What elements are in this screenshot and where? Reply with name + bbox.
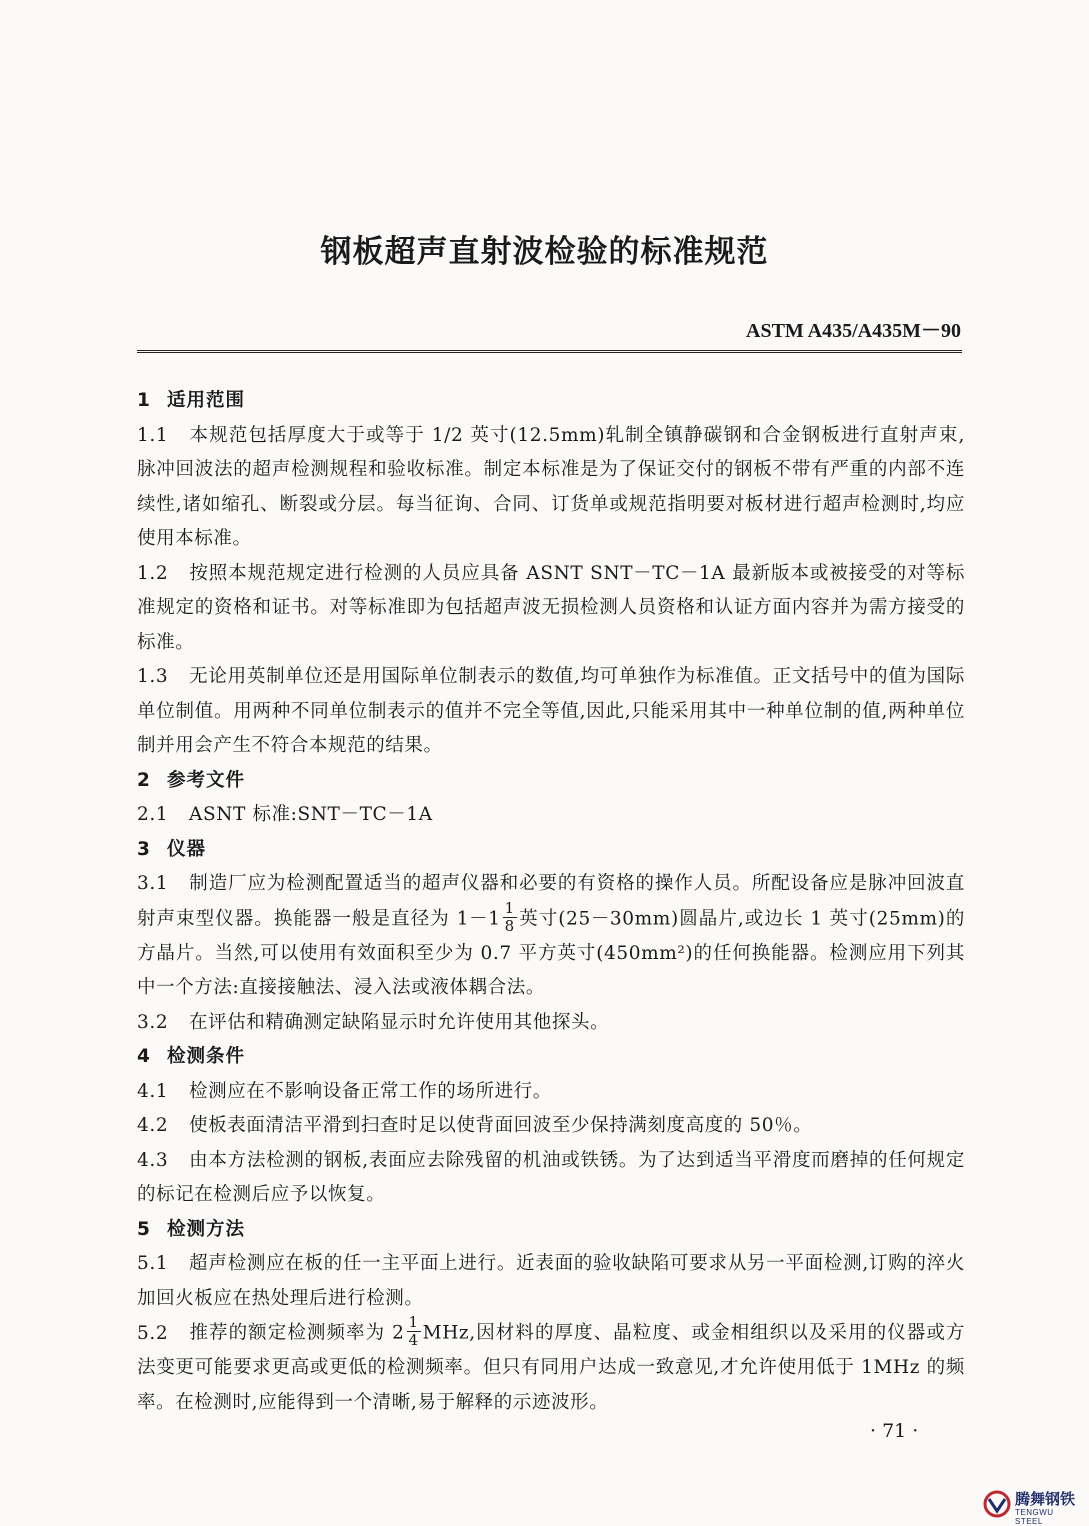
fraction-one-eighth — [503, 900, 517, 935]
header-rule — [137, 350, 962, 353]
clause-text-continued: 英寸(25－30mm)圆晶片,或边长 1 英寸(25mm)的方晶片。当然,可以使用有效面积至少为 0.7 平方英寸(450mm²)的任何换能器。检测应用下列其中一个方法:直接接触法、浸入法或液体耦合法。 — [137, 908, 965, 998]
clause-text: 制造厂应为检测配置适当的超声仪器和必要的有资格的操作人员。所配设备应是脉冲回波直射声束型仪器。换能器一般是直径为 1－1 — [137, 873, 965, 929]
section-title: 检测条件 — [167, 1046, 246, 1067]
clause-number: 5.2 — [137, 1322, 169, 1344]
clause-text: 无论用英制单位还是用国际单位制表示的数值,均可单独作为标准值。正文括号中的值为国际单位制值。用两种不同单位制表示的值并不完全等值,因此,只能采用其中一种单位制的值,两种单位制并用会产生不符合本规范的结果。 — [137, 666, 965, 756]
section-heading-5 — [137, 1213, 965, 1248]
clause-text-continued: MHz,因材料的厚度、晶粒度、或金相组织以及采用的仪器或方法变更可能要求更高或更低的检测频率。但只有同用户达成一致意见,才允许使用低于 1MHz 的频率。在检测时,应能得到一个清晰,易于解释的示迹波形。 — [137, 1322, 966, 1413]
fraction-one-quarter — [407, 1314, 421, 1349]
clause-number: 1.1 — [137, 424, 169, 446]
clause-2-1 — [137, 798, 965, 833]
section-number: 2 — [137, 769, 151, 791]
clause-1-2 — [137, 557, 965, 661]
section-heading-1 — [137, 384, 965, 419]
clause-5-1 — [137, 1247, 965, 1316]
clause-text: 在评估和精确测定缺陷显示时允许使用其他探头。 — [189, 1011, 610, 1033]
clause-number: 4.1 — [137, 1080, 169, 1102]
clause-number: 4.3 — [137, 1149, 169, 1171]
tengwu-logo-icon — [983, 1490, 1011, 1518]
watermark-cn-text: 腾舞钢铁 — [1015, 1490, 1076, 1508]
section-heading-3 — [137, 833, 965, 868]
clause-1-1 — [137, 419, 965, 557]
section-title: 适用范围 — [167, 390, 246, 411]
clause-text: ASNT 标准:SNT－TC－1A — [189, 804, 433, 825]
clause-text: 超声检测应在板的任一主平面上进行。近表面的验收缺陷可要求从另一平面检测,订购的淬火加回火板应在热处理后进行检测。 — [137, 1253, 965, 1309]
clause-number: 3.2 — [137, 1011, 169, 1033]
section-heading-4 — [137, 1040, 965, 1075]
clause-text: 本规范包括厚度大于或等于 1/2 英寸(12.5mm)轧制全镇静碳钢和合金钢板进行直射声束,脉冲回波法的超声检测规程和验收标准。制定本标准是为了保证交付的钢板不带有严重的内部不连续性,诸如缩孔、断裂或分层。每当征询、合同、订货单或规范指明要对板材进行超声检测时,均应使用本标准。 — [137, 424, 965, 549]
clause-3-1 — [137, 867, 965, 1006]
section-title: 检测方法 — [167, 1218, 246, 1240]
tengwu-steel-watermark — [983, 1488, 1083, 1526]
document-title: 钢板超声直射波检验的标准规范 — [320, 234, 769, 270]
clause-3-2 — [137, 1006, 965, 1041]
clause-4-2 — [137, 1109, 965, 1144]
clause-text: 推荐的额定检测频率为 2 — [189, 1322, 405, 1344]
clause-number: 5.1 — [137, 1253, 169, 1274]
standard-code: ASTM A435/A435M－90 — [746, 320, 961, 342]
watermark-en-text: TENGWU STEEL — [1015, 1508, 1054, 1526]
clause-number: 2.1 — [137, 804, 169, 825]
clause-number: 3.1 — [137, 873, 169, 894]
clause-5-2 — [137, 1313, 966, 1420]
section-number: 5 — [137, 1218, 151, 1240]
fraction-numerator: 1 — [408, 1313, 419, 1331]
section-title: 参考文件 — [167, 769, 246, 791]
clause-number: 1.3 — [137, 666, 169, 687]
clause-text: 由本方法检测的钢板,表面应去除残留的机油或铁锈。为了达到适当平滑度而磨掉的任何规定的标记在检测后应予以恢复。 — [137, 1149, 965, 1205]
section-number: 3 — [137, 838, 151, 860]
clause-number: 4.2 — [137, 1115, 169, 1136]
section-heading-2 — [137, 764, 965, 799]
page-number: · 71 · — [870, 1420, 919, 1442]
fraction-numerator: 1 — [504, 898, 515, 917]
section-number: 4 — [137, 1046, 151, 1067]
fraction-denominator: 8 — [504, 916, 515, 935]
clause-4-3 — [137, 1144, 965, 1213]
section-number: 1 — [137, 390, 151, 411]
clause-text: 按照本规范规定进行检测的人员应具备 ASNT SNT－TC－1A 最新版本或被接受的对等标准规定的资格和证书。对等标准即为包括超声波无损检测人员资格和认证方面内容并为需方接受的标准。 — [137, 562, 965, 653]
clause-text: 使板表面清洁平滑到扫查时足以使背面回波至少保持满刻度高度的 50％。 — [189, 1115, 813, 1136]
fraction-denominator: 4 — [408, 1331, 419, 1349]
clause-1-3 — [137, 660, 965, 764]
document-body — [137, 384, 965, 1420]
clause-number: 1.2 — [137, 562, 169, 584]
clause-4-1 — [137, 1075, 965, 1110]
section-title: 仪器 — [167, 838, 207, 860]
clause-text: 检测应在不影响设备正常工作的场所进行。 — [189, 1080, 552, 1102]
